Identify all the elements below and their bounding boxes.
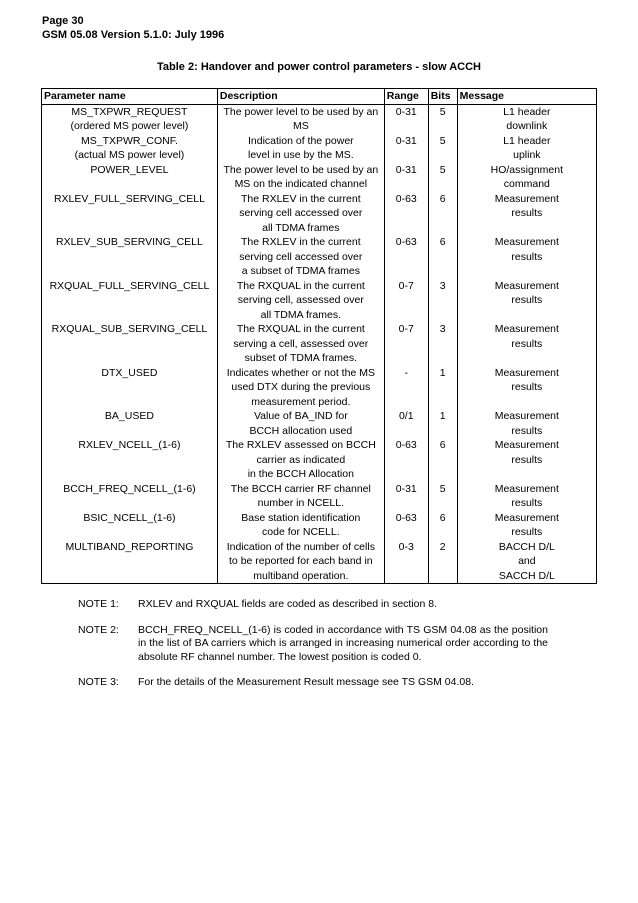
cell-parameter-name-line: MULTIBAND_REPORTING — [65, 540, 194, 553]
note-label: NOTE 1: — [78, 598, 119, 610]
cell-description-line: MS on the indicated channel — [234, 178, 368, 190]
cell-message-line: BACCH D/L — [498, 540, 555, 553]
cell-message-line: Measurement — [494, 439, 559, 451]
cell-description-line: The RXLEV in the current — [241, 236, 361, 248]
cell-description-line: code for NCELL. — [262, 526, 340, 538]
cell-message — [457, 235, 596, 279]
cell-range: 0-63 — [384, 511, 428, 540]
cell-message-line: Measurement — [494, 482, 559, 495]
cell-range: 0-31 — [384, 104, 428, 134]
cell-parameter-name — [42, 322, 218, 366]
cell-range: 0-31 — [384, 134, 428, 163]
cell-parameter-name — [42, 192, 218, 236]
note-item — [78, 676, 548, 690]
cell-message-line: Measurement — [494, 323, 559, 335]
cell-description — [217, 192, 384, 236]
cell-message-line: results — [511, 453, 543, 466]
cell-bits: 5 — [428, 163, 457, 192]
cell-message — [457, 482, 596, 511]
parameters-table — [41, 88, 597, 584]
cell-message-line: Measurement — [494, 511, 559, 524]
cell-description-line: Base station identification — [241, 511, 361, 524]
cell-description-line: The power level to be used by an — [223, 105, 379, 118]
cell-parameter-name — [42, 511, 218, 540]
cell-description-line: level in use by the MS. — [248, 149, 354, 161]
cell-message-line: results — [511, 424, 543, 437]
cell-bits: 2 — [428, 540, 457, 584]
cell-bits: 6 — [428, 438, 457, 482]
column-header-message: Message — [457, 89, 596, 105]
spec-version: GSM 05.08 Version 5.1.0: July 1996 — [42, 29, 225, 41]
cell-parameter-name — [42, 279, 218, 323]
cell-description-line: The RXQUAL in the current — [236, 323, 365, 335]
cell-parameter-name-line: RXQUAL_FULL_SERVING_CELL — [49, 279, 210, 292]
cell-message-line: results — [511, 207, 543, 219]
cell-range: - — [384, 366, 428, 410]
cell-description-line: BCCH allocation used — [249, 424, 353, 437]
cell-message-line: SACCH D/L — [498, 569, 555, 582]
cell-message — [457, 540, 596, 584]
cell-range: 0-63 — [384, 235, 428, 279]
table-row — [42, 163, 597, 192]
cell-parameter-name — [42, 540, 218, 584]
cell-parameter-name — [42, 235, 218, 279]
cell-description-line: The RXLEV assessed on BCCH — [225, 439, 376, 451]
cell-message — [457, 511, 596, 540]
cell-description-line: The RXLEV in the current — [241, 192, 361, 205]
cell-description-line: subset of TDMA frames. — [244, 352, 358, 364]
cell-message-line: Measurement — [494, 236, 559, 248]
cell-message-line: results — [511, 526, 543, 538]
cell-parameter-name-line: RXLEV_NCELL_(1-6) — [78, 439, 181, 451]
cell-description — [217, 104, 384, 134]
cell-description-line: MS — [292, 120, 309, 132]
cell-description-line: serving cell, assessed over — [237, 294, 364, 306]
cell-description-line: serving cell accessed over — [239, 207, 363, 219]
table-row — [42, 511, 597, 540]
cell-description-line: multiband operation. — [253, 569, 349, 582]
cell-bits: 3 — [428, 279, 457, 323]
table-header-row — [42, 89, 597, 105]
cell-message-line: Measurement — [494, 366, 559, 379]
cell-parameter-name-line: RXLEV_SUB_SERVING_CELL — [55, 236, 203, 248]
cell-parameter-name-line: BA_USED — [104, 410, 154, 422]
cell-parameter-name-line: MS_TXPWR_REQUEST — [71, 105, 188, 118]
cell-message-line: Measurement — [494, 279, 559, 292]
cell-bits: 6 — [428, 192, 457, 236]
cell-message — [457, 409, 596, 438]
column-header-bits: Bits — [428, 89, 457, 105]
cell-message-line: L1 header — [503, 134, 551, 147]
cell-bits: 1 — [428, 366, 457, 410]
note-item — [78, 624, 548, 665]
cell-message-line: results — [511, 294, 543, 306]
table-row — [42, 322, 597, 366]
cell-message-line: results — [511, 250, 543, 263]
cell-parameter-name — [42, 104, 218, 134]
cell-range: 0-31 — [384, 163, 428, 192]
cell-message — [457, 438, 596, 482]
cell-description — [217, 134, 384, 163]
table-row — [42, 104, 597, 134]
note-item — [78, 598, 548, 612]
cell-bits: 5 — [428, 134, 457, 163]
cell-description-line: measurement period. — [251, 395, 351, 408]
cell-description-line: all TDMA frames — [262, 221, 340, 234]
cell-bits: 6 — [428, 235, 457, 279]
cell-message-line: results — [511, 497, 543, 509]
cell-parameter-name — [42, 482, 218, 511]
cell-message — [457, 192, 596, 236]
table-row — [42, 235, 597, 279]
cell-range: 0-31 — [384, 482, 428, 511]
table-caption: Table 2: Handover and power control parameters - slow ACCH — [157, 61, 481, 73]
column-header-range: Range — [384, 89, 428, 105]
cell-message — [457, 279, 596, 323]
cell-message — [457, 322, 596, 366]
cell-message-line: uplink — [513, 149, 541, 161]
cell-description — [217, 482, 384, 511]
table-row — [42, 409, 597, 438]
cell-range: 0-7 — [384, 322, 428, 366]
cell-range: 0-63 — [384, 192, 428, 236]
cell-description — [217, 438, 384, 482]
cell-bits: 3 — [428, 322, 457, 366]
cell-bits: 5 — [428, 482, 457, 511]
note-text: BCCH_FREQ_NCELL_(1-6) is coded in accordance with TS GSM 04.08 as the position in the list of BA carriers which is arranged in increasing numerical order according to the absolute RF channel number. The lowest position is coded 0. — [138, 623, 548, 663]
cell-description-line: serving cell accessed over — [239, 250, 363, 263]
cell-description-line: The RXQUAL in the current — [236, 279, 365, 292]
cell-message-line: Measurement — [494, 192, 559, 205]
cell-parameter-name-line: (actual MS power level) — [74, 149, 185, 161]
cell-description-line: Indicates whether or not the MS — [226, 366, 375, 379]
cell-description — [217, 366, 384, 410]
table-row — [42, 192, 597, 236]
note-text: For the details of the Measurement Result message see TS GSM 04.08. — [138, 676, 474, 688]
cell-message-line: HO/assignment — [490, 163, 564, 176]
table-row — [42, 438, 597, 482]
cell-description — [217, 540, 384, 584]
notes-section — [78, 598, 548, 702]
cell-message-line: results — [511, 337, 543, 350]
cell-parameter-name-line: RXLEV_FULL_SERVING_CELL — [53, 192, 205, 205]
table-row — [42, 279, 597, 323]
cell-message-line: L1 header — [503, 105, 551, 118]
cell-description-line: number in NCELL. — [257, 497, 345, 509]
cell-message — [457, 104, 596, 134]
cell-parameter-name — [42, 409, 218, 438]
cell-message-line: command — [503, 178, 550, 190]
cell-bits: 5 — [428, 104, 457, 134]
note-text: RXLEV and RXQUAL fields are coded as described in section 8. — [138, 598, 438, 610]
cell-description-line: The power level to be used by an — [223, 163, 379, 176]
cell-description-line: serving a cell, assessed over — [233, 337, 369, 350]
cell-description-line: a subset of TDMA frames — [241, 265, 360, 277]
table-row — [42, 482, 597, 511]
cell-message — [457, 366, 596, 410]
cell-parameter-name-line: (ordered MS power level) — [70, 120, 189, 132]
cell-parameter-name-line: RXQUAL_SUB_SERVING_CELL — [51, 323, 208, 335]
cell-parameter-name-line: BCCH_FREQ_NCELL_(1-6) — [63, 482, 196, 495]
cell-description-line: to be reported for each band in — [229, 555, 373, 567]
cell-description — [217, 235, 384, 279]
column-header-parameter-name: Parameter name — [42, 89, 218, 105]
cell-bits: 1 — [428, 409, 457, 438]
cell-range: 0/1 — [384, 409, 428, 438]
cell-parameter-name-line: DTX_USED — [101, 366, 158, 379]
cell-bits: 6 — [428, 511, 457, 540]
cell-range: 0-3 — [384, 540, 428, 584]
cell-description-line: in the BCCH Allocation — [247, 468, 354, 480]
note-label: NOTE 3: — [78, 676, 119, 688]
cell-description-line: The BCCH carrier RF channel — [230, 482, 371, 495]
cell-range: 0-63 — [384, 438, 428, 482]
cell-description — [217, 322, 384, 366]
cell-description-line: carrier as indicated — [256, 453, 346, 466]
note-label: NOTE 2: — [78, 623, 119, 636]
cell-description — [217, 163, 384, 192]
cell-description-line: all TDMA frames. — [260, 308, 341, 321]
cell-message-line: and — [518, 555, 536, 567]
cell-parameter-name-line: BSIC_NCELL_(1-6) — [83, 511, 176, 524]
cell-message-line: results — [511, 381, 543, 393]
cell-message — [457, 163, 596, 192]
cell-message-line: Measurement — [494, 410, 559, 422]
table-body — [42, 104, 597, 584]
cell-parameter-name — [42, 438, 218, 482]
cell-message-line: downlink — [506, 120, 548, 132]
cell-description-line: Indication of the number of cells — [226, 540, 375, 553]
cell-parameter-name — [42, 163, 218, 192]
cell-description-line: Indication of the power — [248, 134, 354, 147]
cell-description-line: Value of BA_IND for — [253, 410, 348, 422]
cell-range: 0-7 — [384, 279, 428, 323]
cell-description-line: used DTX during the previous — [231, 381, 371, 393]
table-row — [42, 540, 597, 584]
cell-description — [217, 279, 384, 323]
cell-description — [217, 511, 384, 540]
cell-description — [217, 409, 384, 438]
cell-parameter-name — [42, 366, 218, 410]
cell-message — [457, 134, 596, 163]
cell-parameter-name-line: MS_TXPWR_CONF. — [81, 134, 178, 147]
cell-parameter-name — [42, 134, 218, 163]
table-row — [42, 366, 597, 410]
page-number: Page 30 — [42, 15, 84, 27]
column-header-description: Description — [217, 89, 384, 105]
table-row — [42, 134, 597, 163]
cell-parameter-name-line: POWER_LEVEL — [90, 163, 169, 176]
